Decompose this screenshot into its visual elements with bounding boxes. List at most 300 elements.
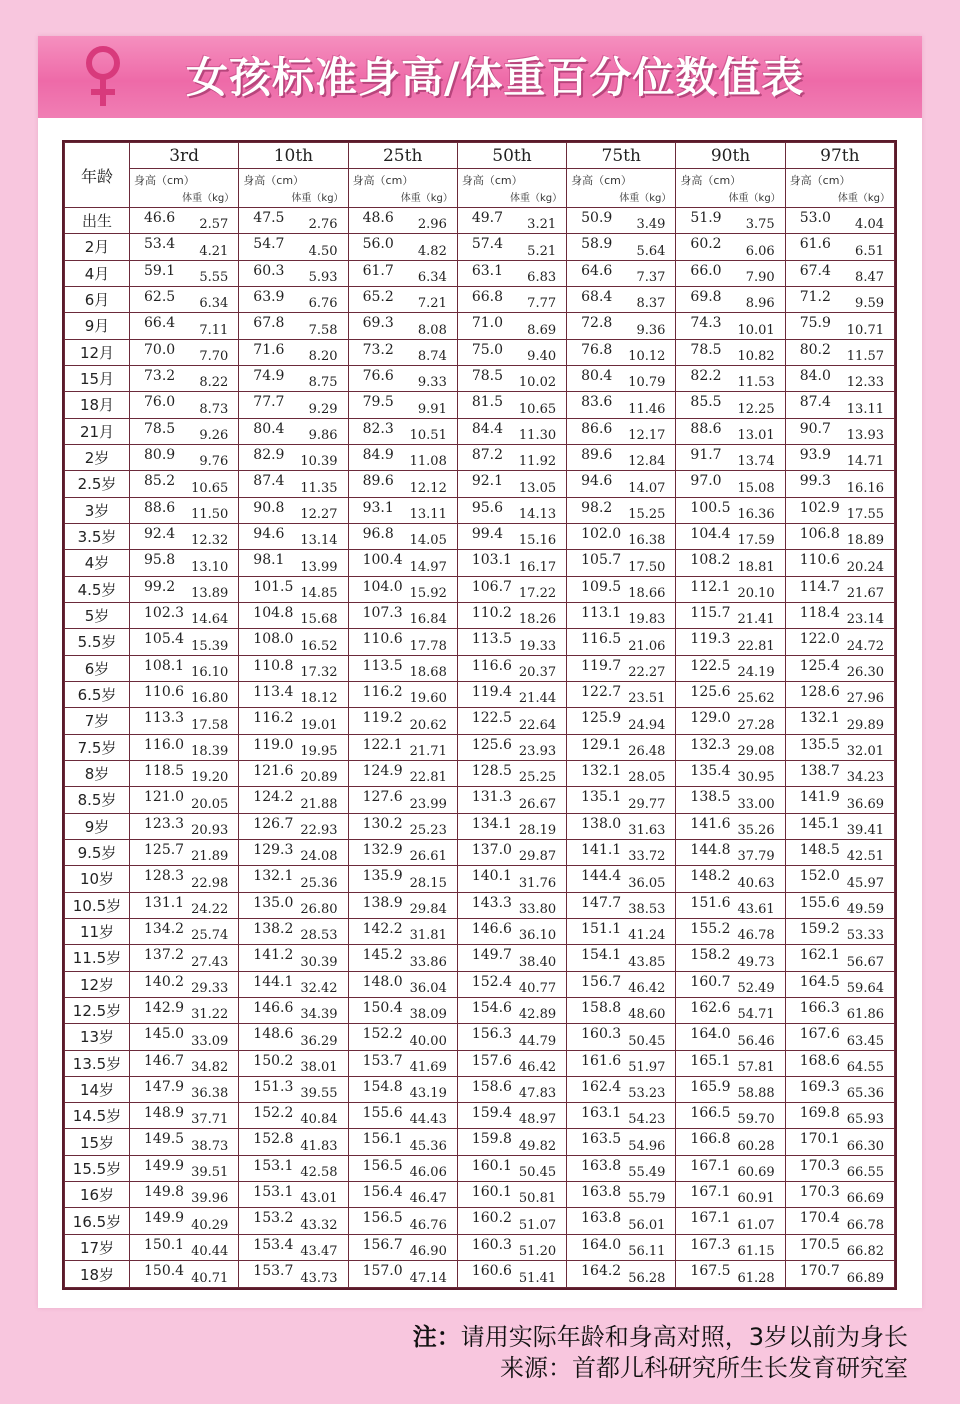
value-cell	[785, 576, 894, 602]
value-cell	[348, 523, 457, 549]
value-cell	[130, 444, 239, 470]
height-value: 145.1	[799, 815, 840, 832]
table-row	[65, 392, 895, 418]
height-value: 81.5	[471, 394, 504, 411]
value-cell	[130, 1076, 239, 1102]
weight-value: 15.39	[191, 638, 229, 654]
height-value: 118.5	[144, 762, 185, 779]
weight-value: 31.81	[409, 928, 447, 944]
age-cell: 7.5岁	[65, 734, 130, 760]
table-row	[65, 576, 895, 602]
weight-value: 66.89	[846, 1271, 884, 1286]
weight-value: 12.17	[628, 427, 666, 443]
height-value: 74.9	[253, 367, 285, 384]
weight-value: 23.14	[846, 612, 884, 628]
weight-value: 13.10	[191, 559, 229, 575]
weight-value: 11.35	[300, 480, 338, 496]
weight-value: 20.05	[191, 796, 229, 812]
weight-value: 7.37	[636, 269, 666, 285]
value-cell	[348, 313, 457, 339]
height-value: 151.3	[253, 1078, 294, 1095]
weight-value: 51.20	[518, 1244, 557, 1260]
weight-value: 11.92	[518, 454, 557, 470]
height-value: 159.8	[471, 1131, 512, 1148]
weight-value: 31.76	[518, 875, 557, 891]
weight-value: 5.21	[527, 243, 557, 259]
value-cell	[239, 734, 348, 760]
value-cell	[785, 1208, 894, 1234]
value-cell	[785, 892, 894, 918]
weight-value: 43.01	[300, 1191, 338, 1207]
weight-value: 7.11	[199, 322, 229, 338]
value-cell	[457, 629, 566, 655]
height-value: 104.8	[253, 604, 294, 621]
value-cell	[130, 1155, 239, 1181]
value-cell	[348, 681, 457, 707]
weight-value: 55.49	[628, 1165, 666, 1181]
value-cell	[567, 1234, 676, 1260]
height-value: 69.3	[362, 315, 394, 332]
value-cell	[567, 286, 676, 312]
height-value: 85.2	[144, 473, 176, 490]
weight-value: 66.69	[846, 1191, 884, 1207]
value-cell	[239, 1050, 348, 1076]
value-cell	[130, 708, 239, 734]
age-cell: 11.5岁	[65, 945, 130, 971]
value-cell	[130, 945, 239, 971]
age-cell: 14岁	[65, 1076, 130, 1102]
height-value: 113.1	[581, 604, 622, 621]
value-cell	[457, 1234, 566, 1260]
weight-value: 29.77	[628, 796, 666, 812]
weight-value: 21.71	[409, 743, 447, 759]
height-value: 90.7	[799, 420, 831, 437]
weight-value: 22.81	[737, 638, 775, 654]
weight-value: 63.45	[846, 1033, 884, 1049]
height-value: 129.0	[690, 710, 731, 727]
height-value: 115.7	[690, 604, 731, 621]
weight-value: 20.89	[300, 770, 338, 786]
value-cell	[348, 1155, 457, 1181]
table-row	[65, 1129, 895, 1155]
weight-value: 35.26	[737, 822, 775, 838]
value-cell	[348, 945, 457, 971]
weight-value: 42.89	[518, 1007, 557, 1023]
weight-value: 3.49	[636, 217, 666, 233]
weight-value: 29.89	[846, 717, 884, 733]
height-value: 122.0	[799, 631, 840, 648]
weight-value: 24.08	[300, 849, 338, 865]
value-cell	[130, 313, 239, 339]
value-cell	[457, 708, 566, 734]
height-value: 62.5	[144, 288, 176, 305]
height-value: 107.3	[362, 604, 403, 621]
weight-value: 8.37	[636, 296, 666, 312]
weight-value: 56.01	[628, 1217, 666, 1233]
weight-value: 22.27	[628, 664, 666, 680]
height-value: 153.7	[362, 1052, 403, 1069]
value-cell	[785, 734, 894, 760]
value-cell	[785, 1050, 894, 1076]
table-row	[65, 997, 895, 1023]
value-cell	[348, 918, 457, 944]
height-value: 150.4	[362, 999, 403, 1016]
value-cell	[239, 1103, 348, 1129]
value-cell	[239, 787, 348, 813]
height-value: 146.7	[144, 1052, 185, 1069]
weight-value: 33.72	[628, 849, 666, 865]
weight-value: 33.86	[409, 954, 447, 970]
weight-value: 61.15	[737, 1244, 775, 1260]
value-cell	[348, 1103, 457, 1129]
weight-value: 40.84	[300, 1112, 338, 1128]
value-cell	[239, 1182, 348, 1208]
percentile-table-container	[62, 140, 897, 1290]
height-value: 145.2	[362, 947, 403, 964]
height-unit-label: 身高（cm）	[571, 174, 632, 187]
weight-value: 40.71	[191, 1271, 229, 1286]
weight-value: 2.96	[417, 217, 447, 233]
height-value: 159.2	[799, 920, 840, 937]
weight-value: 9.91	[417, 401, 447, 417]
height-value: 141.1	[581, 841, 622, 858]
height-value: 60.3	[253, 262, 285, 279]
height-value: 162.1	[799, 947, 840, 964]
weight-value: 24.22	[191, 901, 229, 917]
value-cell	[239, 708, 348, 734]
weight-value: 46.06	[409, 1165, 447, 1181]
value-cell	[567, 550, 676, 576]
weight-value: 9.86	[308, 427, 338, 443]
value-cell	[239, 1208, 348, 1234]
value-cell	[567, 1261, 676, 1288]
value-cell	[676, 286, 785, 312]
weight-value: 18.66	[628, 585, 666, 601]
height-value: 84.4	[471, 420, 504, 437]
weight-value: 15.92	[409, 585, 447, 601]
height-value: 128.6	[799, 683, 840, 700]
value-cell	[567, 576, 676, 602]
value-cell	[457, 1103, 566, 1129]
weight-value: 6.83	[527, 269, 557, 285]
weight-value: 14.64	[191, 612, 229, 628]
value-cell	[676, 1024, 785, 1050]
height-value: 80.2	[799, 341, 831, 358]
weight-value: 20.93	[191, 822, 229, 838]
height-value: 80.4	[581, 367, 613, 384]
height-value: 152.8	[253, 1131, 294, 1148]
height-value: 106.8	[799, 525, 840, 542]
height-value: 156.5	[362, 1157, 403, 1174]
value-cell	[676, 1182, 785, 1208]
weight-value: 13.74	[737, 454, 775, 470]
weight-value: 6.34	[417, 269, 447, 285]
weight-value: 58.88	[737, 1086, 775, 1102]
weight-value: 24.94	[628, 717, 666, 733]
weight-value: 20.10	[737, 585, 775, 601]
height-value: 167.1	[690, 1157, 731, 1174]
weight-value: 5.55	[199, 269, 229, 285]
weight-value: 59.64	[846, 980, 884, 996]
height-value: 90.8	[253, 499, 285, 516]
weight-value: 16.16	[846, 480, 884, 496]
weight-unit-label: 体重（kg）	[509, 193, 563, 204]
age-cell: 9岁	[65, 813, 130, 839]
value-cell	[785, 550, 894, 576]
height-value: 156.4	[362, 1184, 403, 1201]
value-cell	[785, 497, 894, 523]
height-value: 167.3	[690, 1236, 731, 1253]
height-value: 146.6	[253, 999, 294, 1016]
value-cell	[348, 1182, 457, 1208]
value-cell	[239, 471, 348, 497]
height-value: 53.0	[799, 210, 831, 226]
height-value: 156.1	[362, 1131, 403, 1148]
height-value: 101.5	[253, 578, 294, 595]
height-value: 149.5	[144, 1131, 185, 1148]
table-row	[65, 471, 895, 497]
value-cell	[457, 681, 566, 707]
value-cell	[348, 655, 457, 681]
weight-value: 43.61	[737, 901, 775, 917]
table-row	[65, 945, 895, 971]
height-value: 87.2	[471, 446, 504, 463]
value-cell	[130, 1129, 239, 1155]
value-cell	[676, 602, 785, 628]
height-value: 124.9	[362, 762, 403, 779]
table-row	[65, 813, 895, 839]
value-cell	[785, 418, 894, 444]
height-value: 170.1	[799, 1131, 840, 1148]
height-value: 95.8	[144, 552, 176, 569]
unit-header-cell	[785, 169, 894, 208]
height-value: 74.3	[690, 315, 722, 332]
height-value: 112.1	[690, 578, 731, 595]
value-cell	[457, 602, 566, 628]
height-value: 153.1	[253, 1184, 294, 1201]
value-cell	[676, 918, 785, 944]
weight-value: 48.60	[628, 1007, 666, 1023]
weight-unit-label: 体重（kg）	[837, 193, 890, 204]
value-cell	[130, 1050, 239, 1076]
value-cell	[130, 418, 239, 444]
weight-value: 14.07	[628, 480, 666, 496]
value-cell	[785, 1182, 894, 1208]
height-value: 131.3	[471, 789, 512, 806]
weight-value: 15.25	[628, 506, 666, 522]
height-value: 89.6	[362, 473, 394, 490]
weight-value: 41.24	[628, 928, 666, 944]
weight-value: 7.77	[527, 296, 557, 312]
weight-value: 17.78	[409, 638, 447, 654]
weight-value: 10.71	[846, 322, 884, 338]
weight-value: 11.57	[846, 348, 884, 364]
value-cell	[676, 813, 785, 839]
weight-value: 2.76	[308, 217, 338, 233]
height-value: 154.8	[362, 1078, 403, 1095]
weight-value: 50.45	[628, 1033, 666, 1049]
chart-card	[38, 36, 922, 1308]
value-cell	[130, 681, 239, 707]
weight-value: 53.23	[628, 1086, 666, 1102]
height-value: 132.1	[581, 762, 622, 779]
value-cell	[676, 208, 785, 234]
value-cell	[130, 787, 239, 813]
table-row	[65, 760, 895, 786]
weight-value: 26.67	[518, 796, 557, 812]
value-cell	[239, 576, 348, 602]
table-row	[65, 523, 895, 549]
value-cell	[567, 1182, 676, 1208]
weight-value: 25.23	[409, 822, 447, 838]
height-value: 102.3	[144, 604, 185, 621]
height-value: 119.3	[690, 631, 731, 648]
height-value: 110.2	[471, 604, 512, 621]
weight-value: 23.51	[628, 691, 666, 707]
height-value: 105.4	[144, 631, 185, 648]
height-value: 92.1	[471, 473, 504, 490]
value-cell	[239, 629, 348, 655]
weight-value: 40.29	[191, 1217, 229, 1233]
value-cell	[348, 497, 457, 523]
weight-value: 9.26	[199, 427, 229, 443]
value-cell	[676, 708, 785, 734]
height-value: 110.6	[144, 683, 185, 700]
height-value: 148.2	[690, 868, 731, 885]
height-value: 73.2	[362, 341, 394, 358]
weight-value: 31.22	[191, 1007, 229, 1023]
table-row	[65, 286, 895, 312]
weight-value: 61.07	[737, 1217, 775, 1233]
weight-value: 19.95	[300, 743, 338, 759]
height-value: 149.8	[144, 1184, 185, 1201]
age-cell: 出生	[65, 208, 130, 234]
height-value: 65.2	[362, 288, 394, 305]
weight-value: 55.79	[628, 1191, 666, 1207]
value-cell	[676, 365, 785, 391]
weight-value: 46.42	[628, 980, 666, 996]
age-cell: 8.5岁	[65, 787, 130, 813]
height-value: 82.2	[690, 367, 722, 384]
height-value: 102.9	[799, 499, 840, 516]
value-cell	[130, 523, 239, 549]
value-cell	[239, 497, 348, 523]
weight-value: 43.19	[409, 1086, 447, 1102]
unit-header-cell	[239, 169, 348, 208]
age-cell: 6岁	[65, 655, 130, 681]
value-cell	[567, 260, 676, 286]
value-cell	[457, 1155, 566, 1181]
weight-value: 37.79	[737, 849, 775, 865]
weight-value: 42.58	[300, 1165, 338, 1181]
value-cell	[785, 260, 894, 286]
weight-value: 22.98	[191, 875, 229, 891]
value-cell	[130, 892, 239, 918]
weight-value: 11.46	[628, 401, 666, 417]
weight-value: 41.69	[409, 1059, 447, 1075]
weight-value: 6.51	[855, 243, 884, 259]
height-value: 83.6	[581, 394, 613, 411]
weight-value: 51.07	[518, 1217, 557, 1233]
weight-value: 22.81	[409, 770, 447, 786]
value-cell	[676, 655, 785, 681]
height-value: 91.7	[690, 446, 722, 463]
value-cell	[130, 576, 239, 602]
value-cell	[785, 234, 894, 260]
weight-value: 65.93	[846, 1112, 884, 1128]
height-value: 134.2	[144, 920, 185, 937]
height-value: 87.4	[799, 394, 831, 411]
value-cell	[567, 866, 676, 892]
height-value: 160.1	[471, 1184, 512, 1201]
weight-value: 13.93	[846, 427, 884, 443]
age-cell: 3.5岁	[65, 523, 130, 549]
value-cell	[676, 1234, 785, 1260]
height-value: 99.2	[144, 578, 176, 595]
height-value: 135.9	[362, 868, 403, 885]
height-value: 138.5	[690, 789, 731, 806]
weight-value: 10.39	[300, 454, 338, 470]
height-value: 100.5	[690, 499, 731, 516]
value-cell	[676, 760, 785, 786]
value-cell	[348, 1129, 457, 1155]
height-value: 151.1	[581, 920, 622, 937]
weight-value: 39.96	[191, 1191, 229, 1207]
height-value: 152.4	[471, 973, 512, 990]
value-cell	[676, 1155, 785, 1181]
height-value: 160.3	[471, 1236, 512, 1253]
height-value: 116.2	[362, 683, 403, 700]
value-cell	[785, 813, 894, 839]
height-value: 84.0	[799, 367, 831, 384]
value-cell	[567, 839, 676, 865]
value-cell	[676, 260, 785, 286]
height-value: 166.3	[799, 999, 840, 1016]
weight-value: 4.21	[199, 243, 229, 259]
value-cell	[239, 655, 348, 681]
value-cell	[785, 208, 894, 234]
value-cell	[457, 339, 566, 365]
weight-unit-label: 体重（kg）	[619, 193, 672, 204]
height-value: 116.2	[253, 710, 294, 727]
weight-value: 8.73	[199, 401, 229, 417]
height-value: 70.0	[144, 341, 176, 358]
value-cell	[567, 681, 676, 707]
value-cell	[785, 339, 894, 365]
height-value: 141.9	[799, 789, 840, 806]
weight-value: 16.17	[518, 559, 557, 575]
weight-value: 50.81	[518, 1191, 557, 1207]
value-cell	[130, 1024, 239, 1050]
value-cell	[348, 734, 457, 760]
value-cell	[567, 523, 676, 549]
weight-value: 49.59	[846, 901, 884, 917]
value-cell	[348, 234, 457, 260]
weight-value: 38.09	[409, 1007, 447, 1023]
source-label: 来源：	[500, 1354, 572, 1382]
height-value: 122.7	[581, 683, 622, 700]
weight-value: 11.08	[409, 454, 447, 470]
age-cell: 10.5岁	[65, 892, 130, 918]
height-unit-label: 身高（cm）	[243, 174, 305, 187]
weight-value: 33.00	[737, 796, 775, 812]
weight-value: 28.19	[518, 822, 557, 838]
table-row	[65, 839, 895, 865]
value-cell	[457, 918, 566, 944]
weight-value: 2.57	[199, 217, 229, 233]
value-cell	[567, 629, 676, 655]
value-cell	[239, 1024, 348, 1050]
